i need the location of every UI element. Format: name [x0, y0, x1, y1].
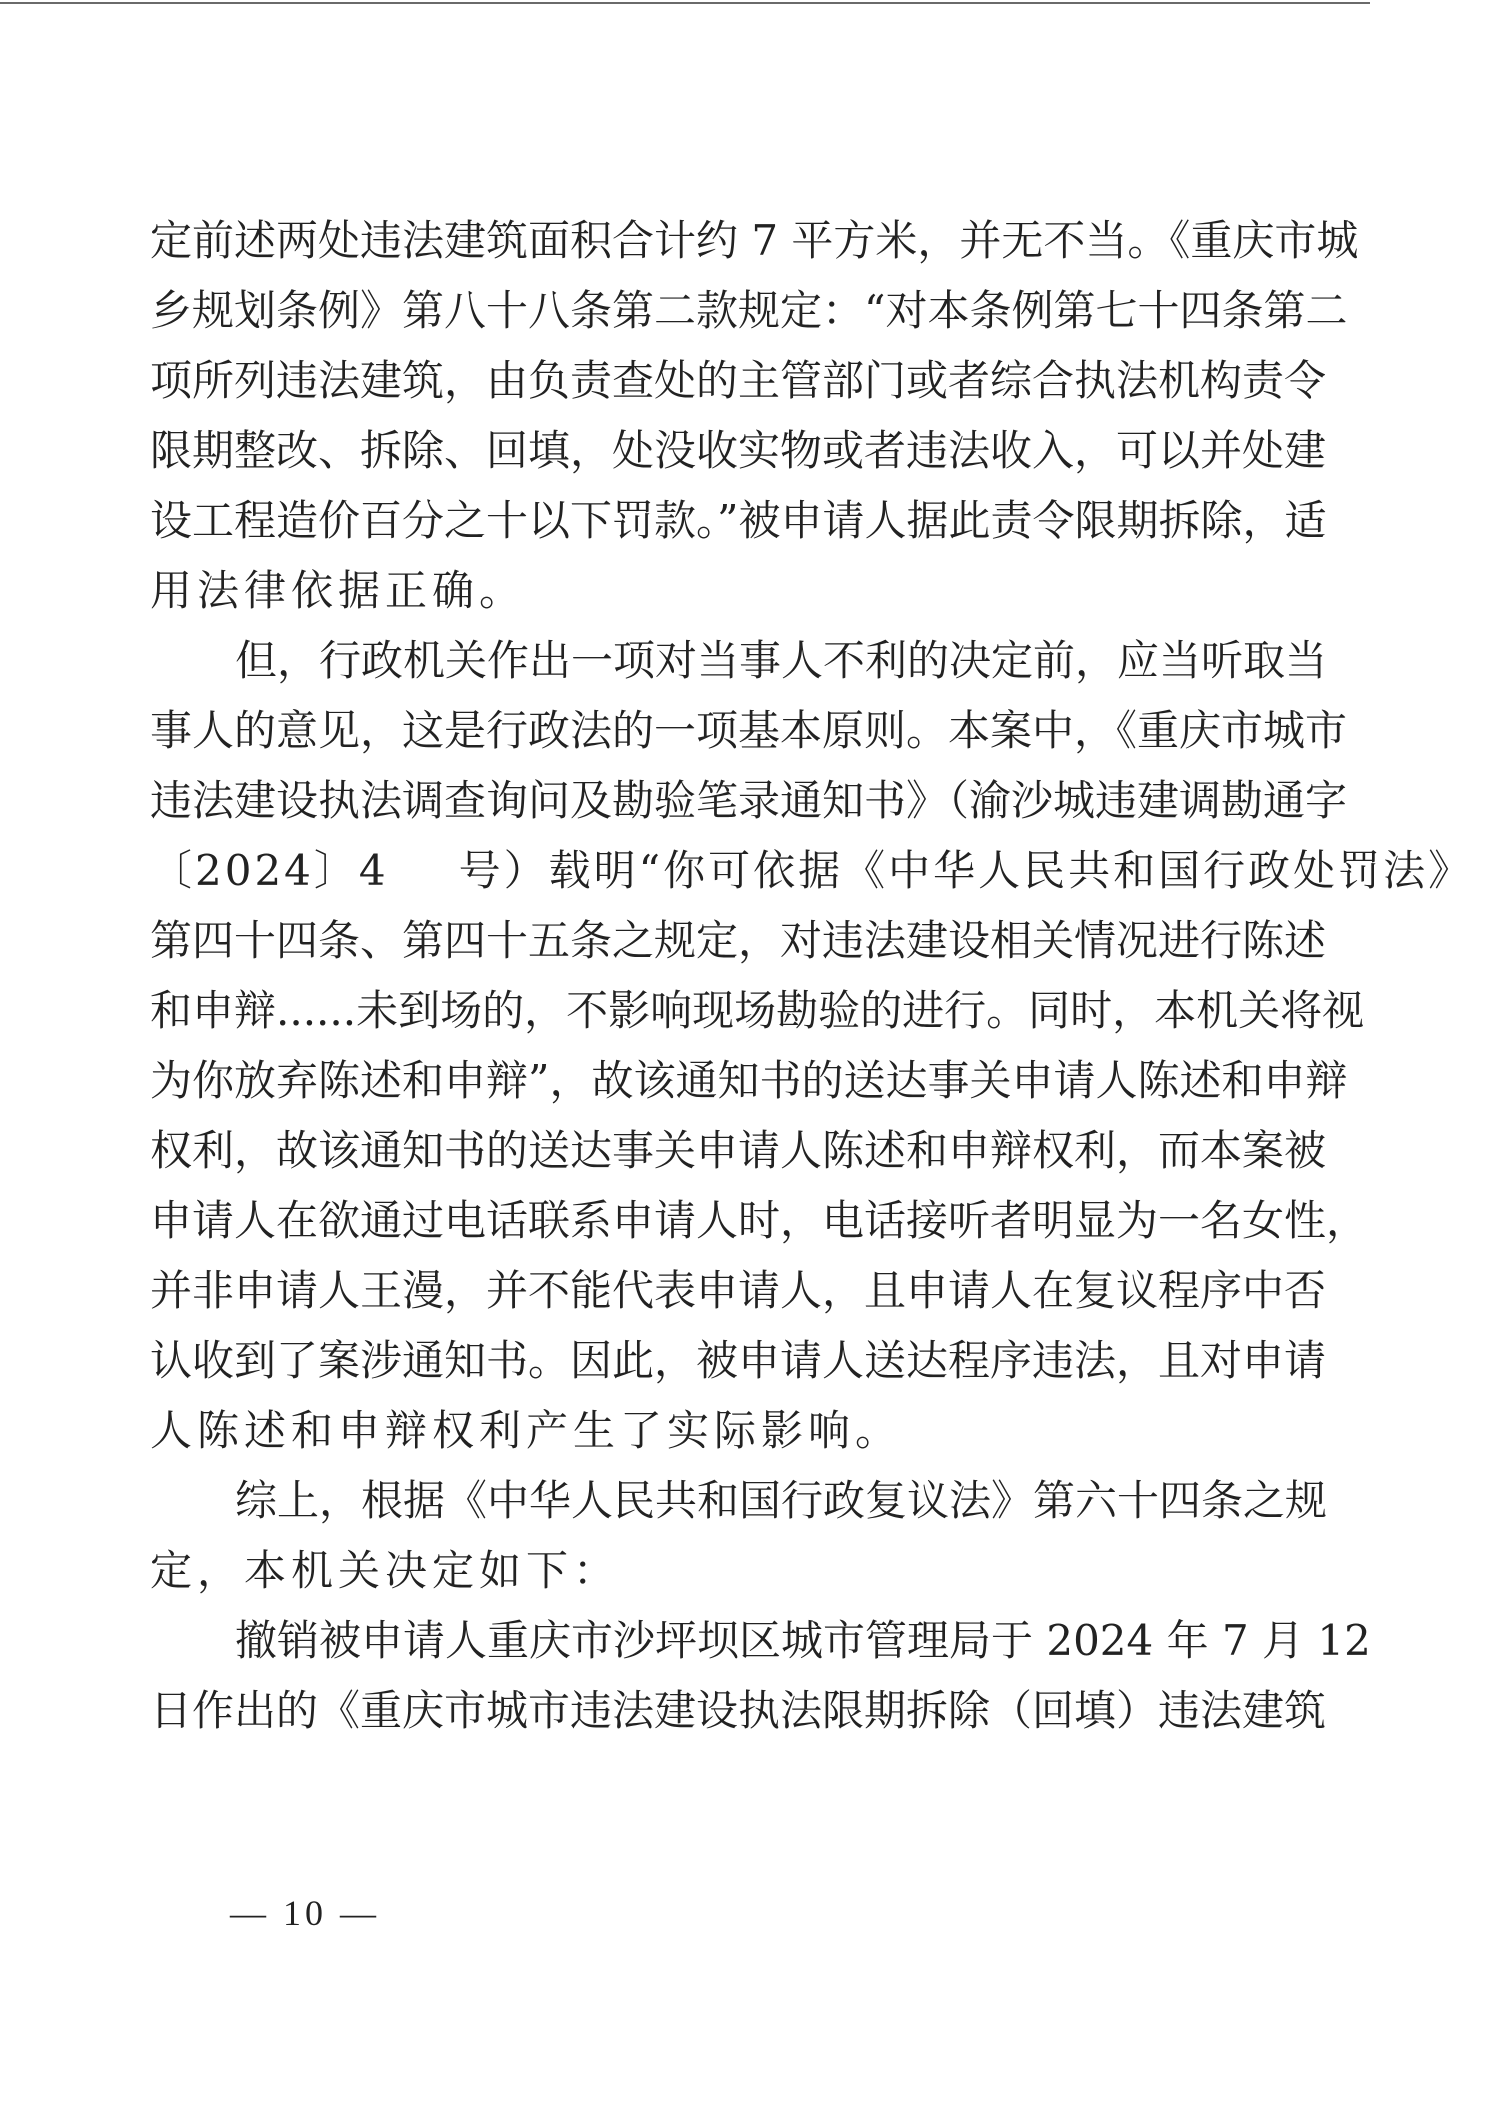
body-text-line: 定，本机关决定如下： — [150, 1546, 621, 1595]
body-text-line: 认收到了案涉通知书。因此，被申请人送达程序违法，且对申请 — [150, 1336, 1327, 1385]
body-text-line: 乡规划条例》第八十八条第二款规定：“对本条例第七十四条第二 — [150, 286, 1348, 335]
body-text-line — [150, 836, 1474, 906]
body-text-line: 定前述两处违法建筑面积合计约 7 平方米，并无不当。《重庆市城 — [150, 216, 1359, 265]
body-text-line: 用法律依据正确。 — [150, 566, 527, 615]
redacted-area — [389, 836, 459, 906]
document-number-suffix: 号）载明“你可依据《中华人民共和国行政处罚法》 — [458, 846, 1474, 895]
body-text-line: 违法建设执法调查询问及勘验笔录通知书》（渝沙城违建调勘通字 — [150, 776, 1348, 825]
body-text-line: 事人的意见，这是行政法的一项基本原则。本案中，《重庆市城市 — [150, 706, 1348, 755]
body-text-line: 第四十四条、第四十五条之规定，对违法建设相关情况进行陈述 — [150, 916, 1327, 965]
document-number-prefix: 〔2024〕4 — [150, 846, 389, 895]
body-text-line: 设工程造价百分之十以下罚款。”被申请人据此责令限期拆除，适 — [150, 496, 1327, 545]
body-text-line: 撤销被申请人重庆市沙坪坝区城市管理局于 2024 年 7 月 12 — [235, 1616, 1371, 1665]
body-text-line: 项所列违法建筑，由负责查处的主管部门或者综合执法机构责令 — [150, 356, 1327, 405]
scan-edge-line — [0, 2, 1370, 4]
body-text-line: 并非申请人王漫，并不能代表申请人，且申请人在复议程序中否 — [150, 1266, 1327, 1315]
body-text-line: 为你放弃陈述和申辩”，故该通知书的送达事关申请人陈述和申辩 — [150, 1056, 1348, 1105]
body-text-line: 人陈述和申辩权利产生了实际影响。 — [150, 1406, 903, 1455]
body-text-line: 综上，根据《中华人民共和国行政复议法》第六十四条之规 — [235, 1476, 1328, 1525]
body-text-line: 日作出的《重庆市城市违法建设执法限期拆除（回填）违法建筑 — [150, 1686, 1327, 1735]
body-text-line: 申请人在欲通过电话联系申请人时，电话接听者明显为一名女性， — [150, 1196, 1369, 1245]
page-number: — 10 — — [230, 1893, 380, 1933]
body-text-line: 权利，故该通知书的送达事关申请人陈述和申辩权利，而本案被 — [150, 1126, 1327, 1175]
body-text-line: 但，行政机关作出一项对当事人不利的决定前，应当听取当 — [235, 636, 1328, 685]
body-text-line: 和申辩......未到场的，不影响现场勘验的进行。同时，本机关将视 — [150, 986, 1365, 1035]
body-text-line: 限期整改、拆除、回填，处没收实物或者违法收入，可以并处建 — [150, 426, 1327, 475]
